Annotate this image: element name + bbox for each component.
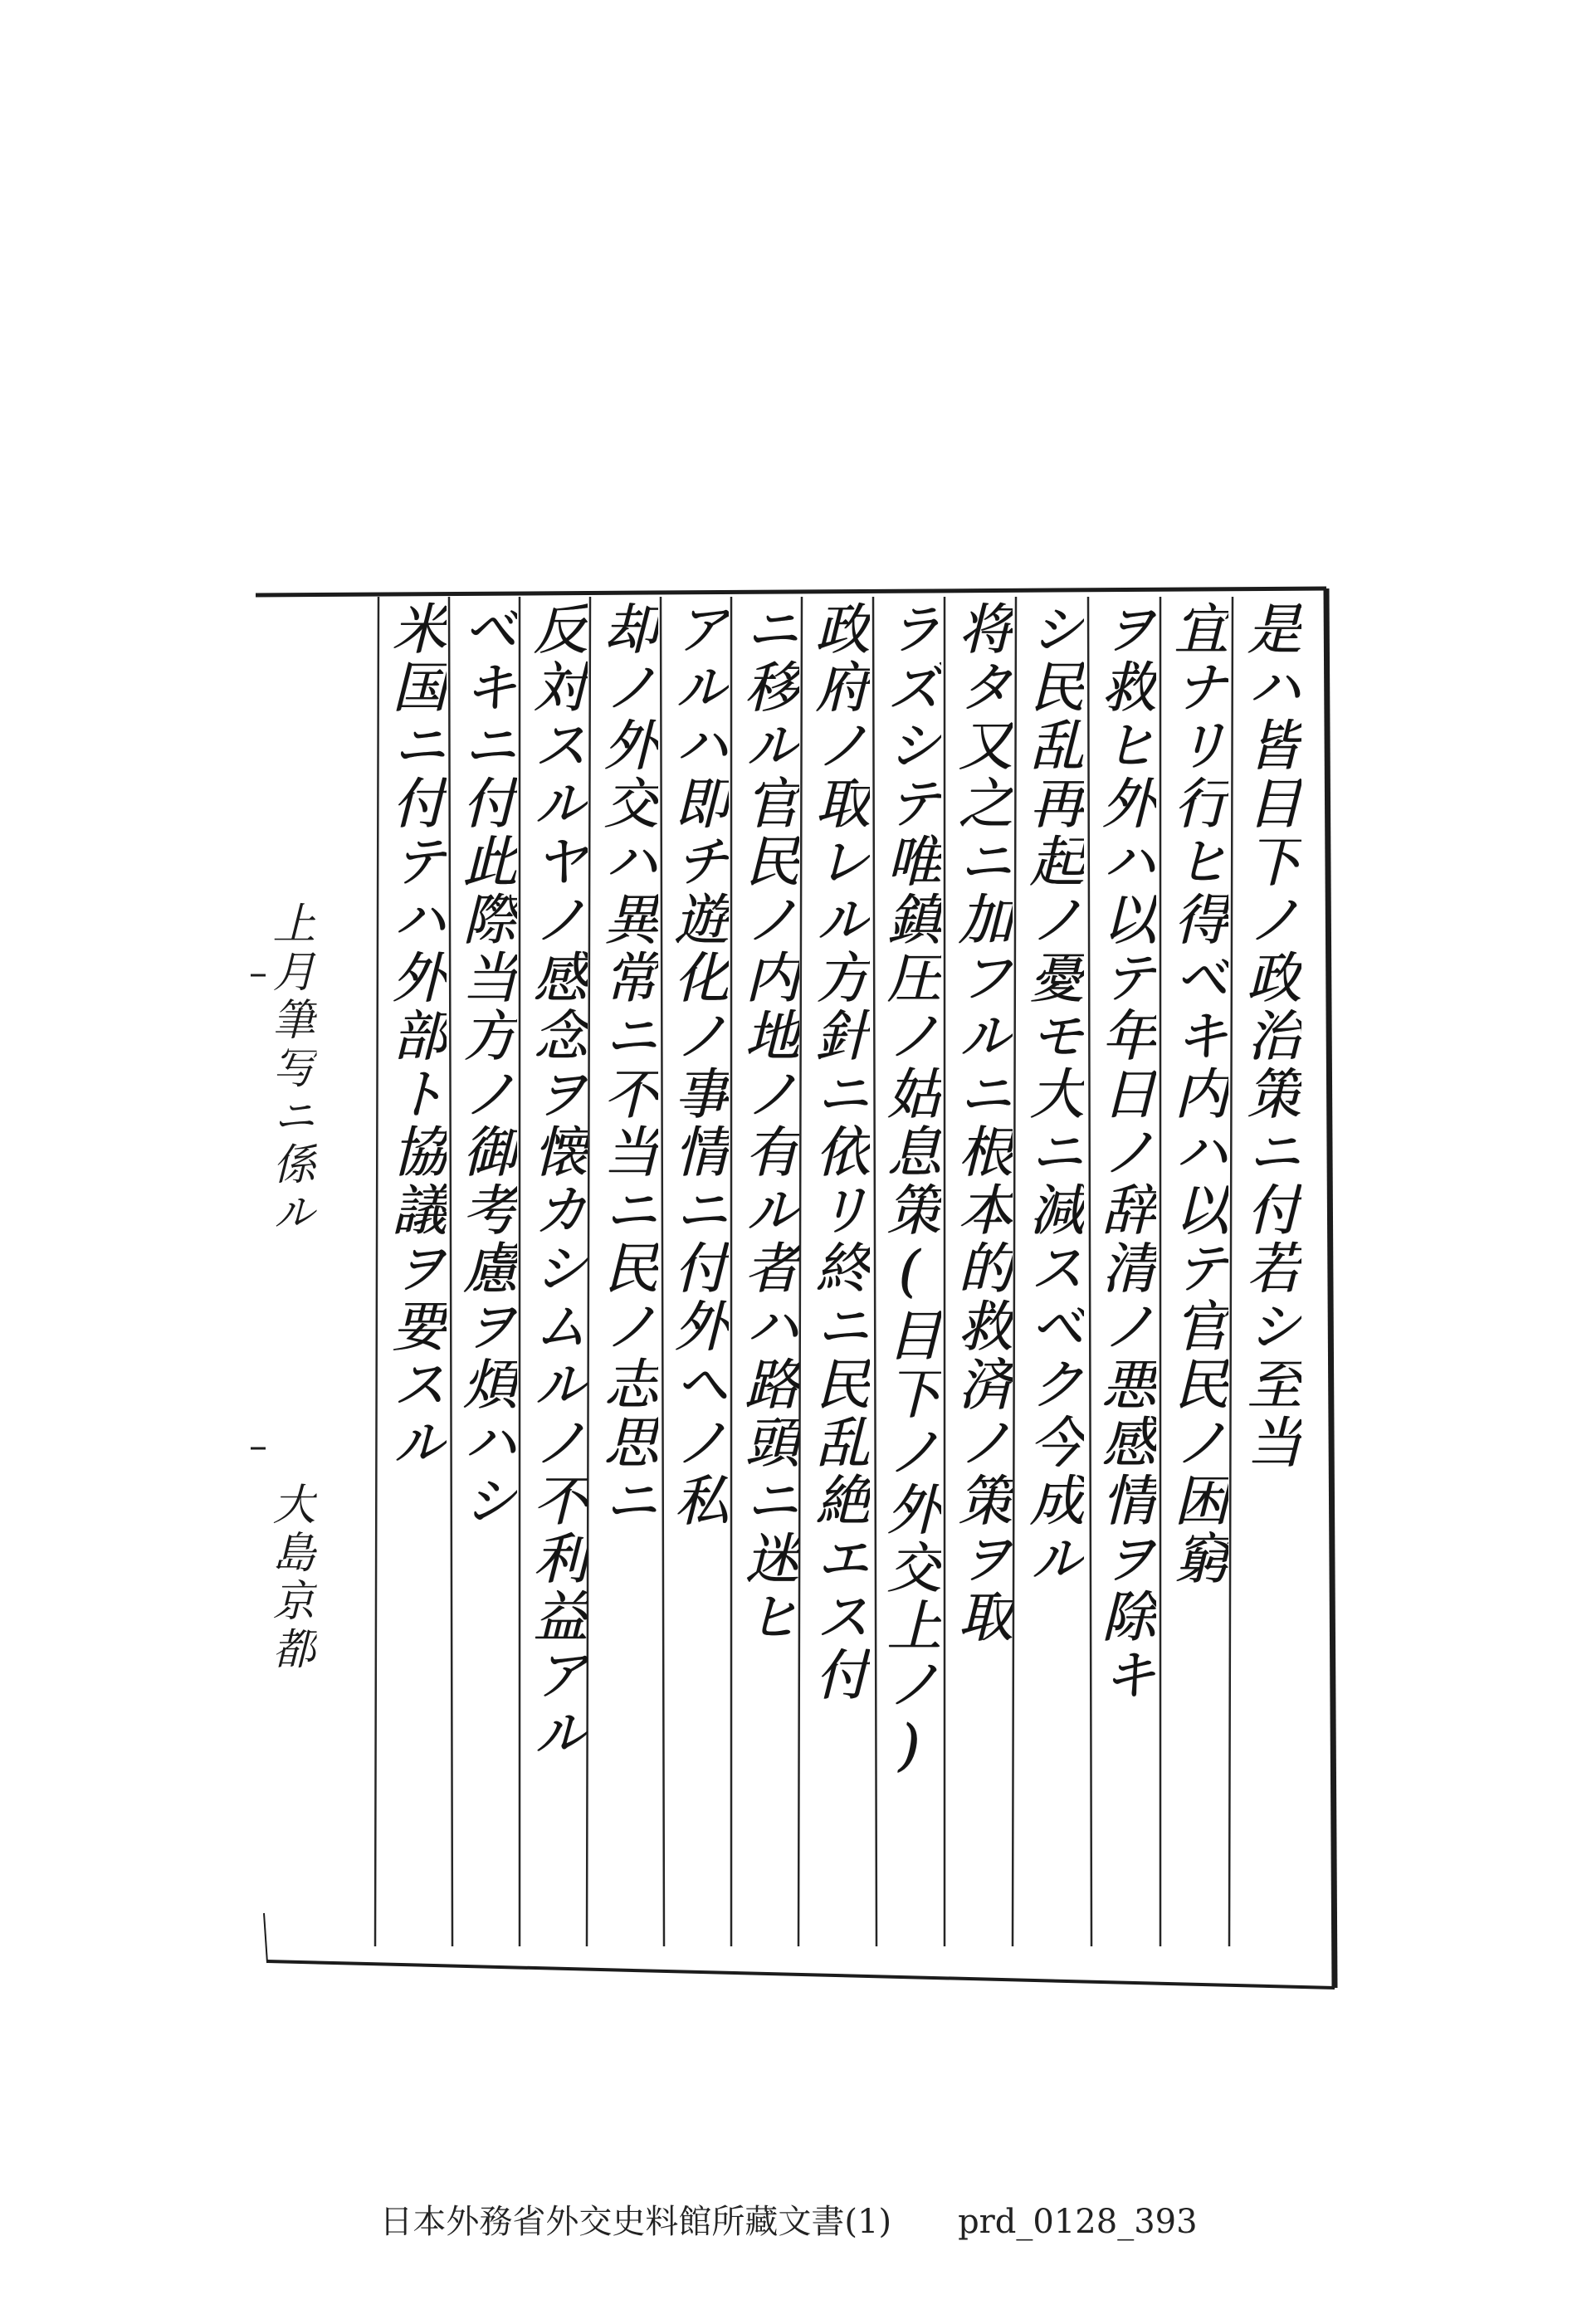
margin-note-bottom: 大島京都 bbox=[265, 1482, 315, 1674]
margin-note-top: 上月筆写ニ係ル bbox=[265, 901, 315, 1238]
text-column-12: ベキニ付此際当方ノ御考慮ヲ煩ハシ bbox=[453, 600, 517, 1530]
text-column-3: ヲ救ヒ外ハ以テ年日ノ辞清ノ悪感情ヲ除キ bbox=[1092, 600, 1156, 1704]
archive-caption: 日本外務省外交史料館所藏文書(1) prd_0128_393 bbox=[379, 2203, 1198, 2241]
text-column-2: 宜ナリ行ヒ得ベキ内ハ以テ官民ノ困窮 bbox=[1164, 600, 1228, 1588]
text-column-13: 米国ニ付テハ外部ト協議ヲ要スル bbox=[383, 600, 447, 1472]
text-column-4: シ民乱再起ノ憂モ大ニ減スベク今成ル bbox=[1020, 600, 1084, 1588]
column-rule bbox=[1013, 597, 1016, 1946]
column-rule bbox=[1229, 597, 1233, 1946]
text-column-9: アルハ即チ遊化ノ事情ニ付外ヘノ私 bbox=[665, 600, 729, 1530]
text-column-11: 反対スルヤノ感念ヲ懐カシムルノ不利益アル bbox=[524, 600, 588, 1762]
text-column-6: ラズシテ唯鎮圧ノ姑息策(目下ノ外交上ノ) bbox=[877, 600, 941, 1780]
text-column-8: ニ移ル官民ノ内地ノ有ル者ハ路頭ニ迷ヒ bbox=[735, 600, 799, 1646]
text-column-7: 政府ノ取レル方針ニ依リ終ニ民乱絶エス付 bbox=[806, 600, 870, 1704]
text-column-10: 却ノ外交ハ異常ニ不当ニ民ノ志思ニ bbox=[594, 600, 658, 1530]
text-column-1: 是ハ皆目下ノ政治策ニ付若シ至当 bbox=[1238, 600, 1301, 1472]
text-column-5: 将タ又之ニ加フルニ根本的救済ノ策ヲ取 bbox=[949, 600, 1013, 1646]
manuscript-scan bbox=[249, 585, 1340, 2000]
column-rule bbox=[375, 597, 378, 1946]
